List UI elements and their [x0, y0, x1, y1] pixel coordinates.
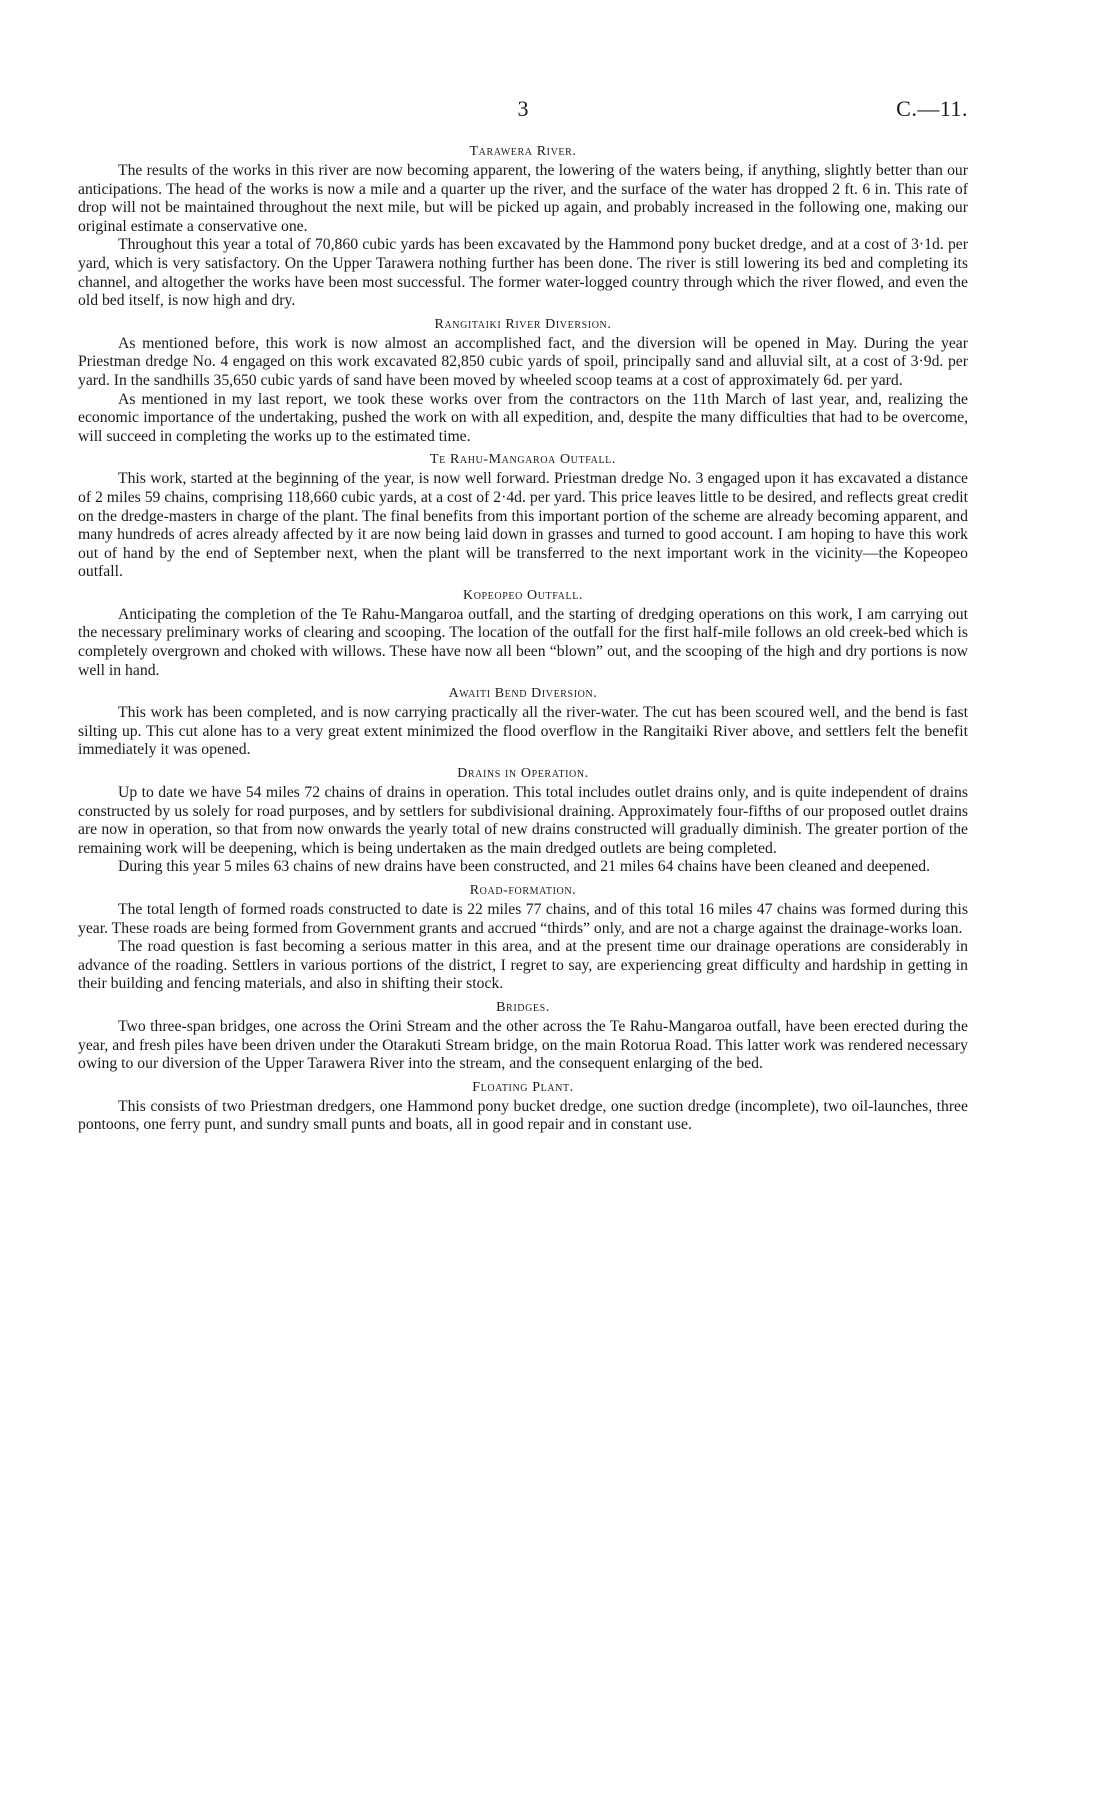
paragraph: As mentioned in my last report, we took these works over from the contractors on the 11th March of last year, and, realizing the economic importance of the undertaking, pushed the work on with all expedition, and, despite the many difficulties that had to be overcome, will succeed in completing the works up to the estimated time.	[78, 390, 968, 445]
page-number: 3	[517, 96, 529, 121]
section-heading: Awaiti Bend Diversion.	[448, 686, 598, 702]
section-kopeopeo-outfall	[78, 588, 968, 680]
section-tarawera-river	[78, 144, 968, 311]
section-heading: Floating Plant.	[472, 1079, 574, 1095]
section-heading: Tarawera River.	[469, 144, 577, 159]
paragraph: Up to date we have 54 miles 72 chains of drains in operation. This total includes outlet drains only, and is quite independent of drains constructed by us solely for road purposes, and by settlers for subdivisional draining. Approximately four-fifths of our proposed outlet drains are now in operation, so that from now onwards the yearly total of new drains constructed will gradually diminish. The greater portion of the remaining work will be deepening, which is being undertaken as the main dredged outlets are being completed.	[78, 784, 968, 857]
section-awaiti-bend-diversion	[78, 686, 968, 760]
paragraph: This work, started at the beginning of the year, is now well forward. Priestman dredge No. 3 engaged upon it has excavated a distance of 2 miles 59 chains, comprising 118,660 cubic yards, at a cost of 2·4d. per yard. This price leaves little to be desired, and reflects great credit on the dredge-masters in charge of the plant. The final benefits from this important portion of the scheme are already becoming apparent, and many hundreds of acres already affected by it are now being laid down in grasses and turned to good account. I am hoping to have this work out of hand by the end of September next, when the plant will be transferred to the next important work in the vicinity—the Kopeopeo outfall.	[78, 470, 968, 581]
section-rangitaiki-river-diversion	[78, 317, 968, 447]
page-header	[78, 96, 968, 130]
section-drains-in-operation	[78, 766, 968, 877]
section-bridges	[78, 1000, 968, 1074]
section-heading: Te Rahu-Mangaroa Outfall.	[430, 452, 616, 468]
section-heading: Drains in Operation.	[457, 766, 589, 782]
section-heading: Road-formation.	[469, 883, 577, 898]
document-page	[78, 96, 968, 1135]
section-heading: Bridges.	[496, 999, 550, 1015]
paragraph: Anticipating the completion of the Te Rahu-Mangaroa outfall, and the starting of dredging operations on this work, I am carrying out the necessary preliminary works of clearing and scooping. The location of the outfall for the first half-mile follows an old creek-bed which is completely overgrown and choked with willows. These have now all been “blown” out, and the scooping of the high and dry portions is now well in hand.	[78, 605, 968, 679]
paragraph: The total length of formed roads constructed to date is 22 miles 77 chains, and of this total 16 miles 47 chains was formed during this year. These roads are being formed from Government grants and accrued “thirds” only, and are not a charge against the drainage-works loan.	[78, 901, 968, 937]
document-reference: C.—11.	[896, 96, 968, 121]
paragraph: This consists of two Priestman dredgers, one Hammond pony bucket dredge, one suction dredge (incomplete), two oil-launches, three pontoons, one ferry punt, and sundry small punts and boats, all in good repair and in constant use.	[78, 1097, 968, 1134]
section-heading: Kopeopeo Outfall.	[462, 587, 583, 603]
paragraph: This work has been completed, and is now carrying practically all the river-water. The cut has been scoured well, and the bend is fast silting up. This cut alone has to a very great extent minimized the flood overflow in the Rangitaiki River above, and settlers felt the benefit immediately it was opened.	[78, 704, 968, 759]
paragraph: As mentioned before, this work is now almost an accomplished fact, and the diversion will be opened in May. During the year Priestman dredge No. 4 engaged on this work excavated 82,850 cubic yards of spoil, principally sand and alluvial silt, at a cost of 3·9d. per yard. In the sandhills 35,650 cubic yards of sand have been moved by wheeled scoop teams at a cost of approximately 6d. per yard.	[78, 334, 968, 389]
section-heading: Rangitaiki River Diversion.	[434, 316, 612, 332]
paragraph: The road question is fast becoming a serious matter in this area, and at the present time our drainage operations are considerably in advance of the roading. Settlers in various portions of the district, I regret to say, are experiencing great difficulty and hardship in getting in their building and fencing materials, and also in shifting their stock.	[78, 938, 968, 993]
section-road-formation	[78, 883, 968, 994]
paragraph: Two three-span bridges, one across the Orini Stream and the other across the Te Rahu-Mangaroa outfall, have been erected during the year, and fresh piles have been driven under the Otarakuti Stream bridge, on the main Rotorua Road. This latter work was rendered necessary owing to our diversion of the Upper Tarawera River into the stream, and the consequent enlarging of the bed.	[78, 1017, 968, 1073]
paragraph: Throughout this year a total of 70,860 cubic yards has been excavated by the Hammond pony bucket dredge, and at a cost of 3·1d. per yard, which is very satisfactory. On the Upper Tarawera nothing further has been done. The river is still lowering its bed and completing its channel, and altogether the works have been most successful. The former water-logged country through which the river flowed, and even the old bed itself, is now high and dry.	[78, 236, 968, 310]
section-floating-plant	[78, 1080, 968, 1135]
section-te-rahu-mangaroa-outfall	[78, 452, 968, 582]
paragraph: The results of the works in this river are now becoming apparent, the lowering of the waters being, if anything, slightly better than our anticipations. The head of the works is now a mile and a quarter up the river, and the surface of the water has dropped 2 ft. 6 in. This rate of drop will not be maintained throughout the next mile, but will be picked up again, and probably increased in the following one, making our original estimate a conservative one.	[78, 162, 968, 235]
paragraph: During this year 5 miles 63 chains of new drains have been constructed, and 21 miles 64 chains have been cleaned and deepened.	[118, 858, 930, 876]
